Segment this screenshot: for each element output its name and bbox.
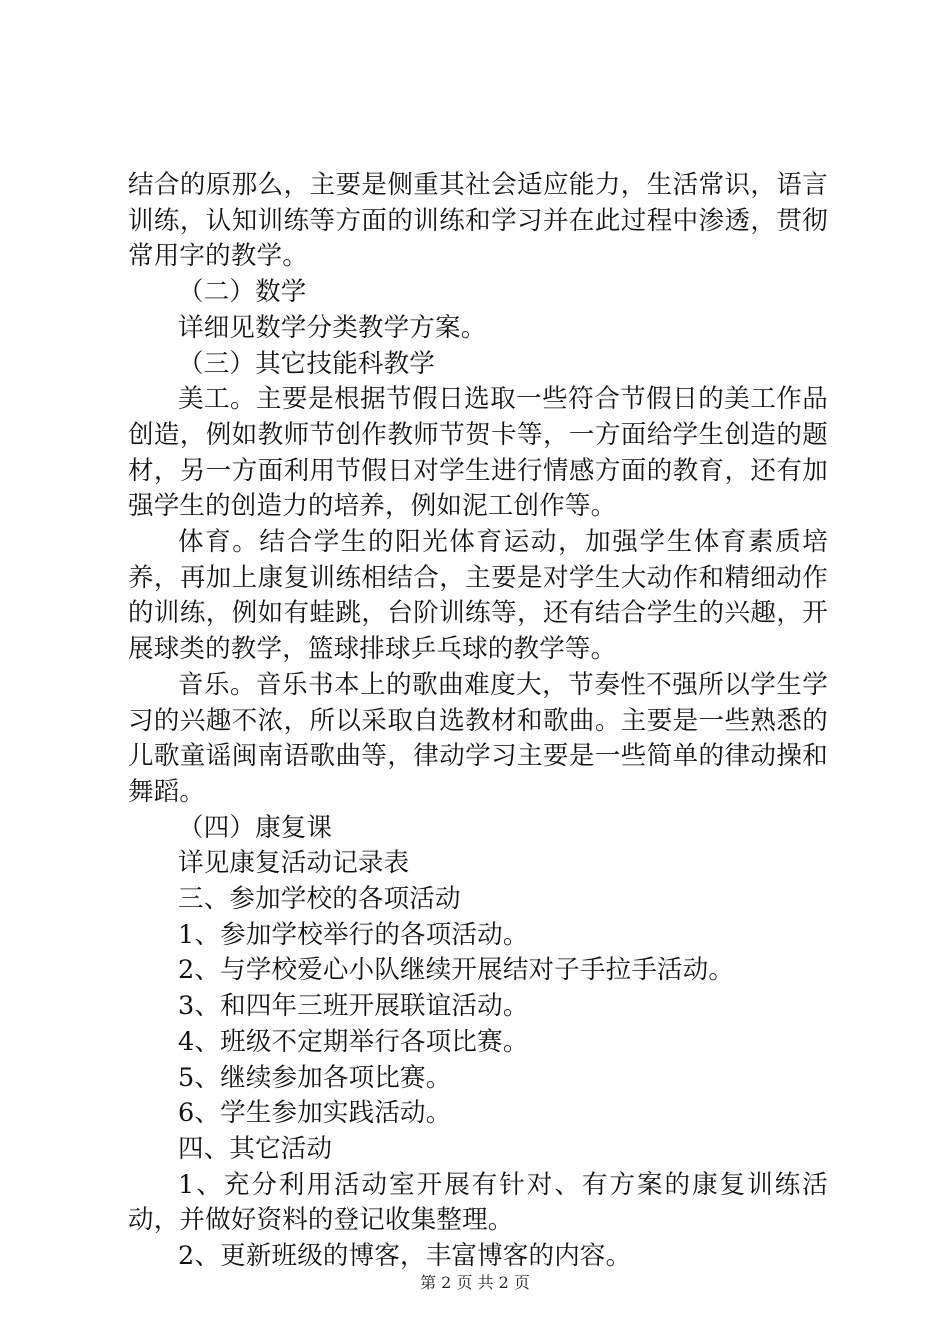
paragraph-math: 详细见数学分类教学方案。	[178, 312, 487, 343]
list-item: 5、继续参加各项比赛。	[178, 1062, 452, 1093]
heading-other-activities: 四、其它活动	[178, 1133, 333, 1164]
list-item: 4、班级不定期举行各项比赛。	[178, 1026, 529, 1057]
heading-school-activities: 三、参加学校的各项活动	[178, 884, 461, 915]
heading-math: （二）数学	[178, 277, 307, 308]
page-footer: 第 2 页 共 2 页	[420, 1273, 530, 1292]
list-item: 3、和四年三班开展联谊活动。	[178, 991, 529, 1022]
heading-rehab: （四）康复课	[178, 812, 333, 843]
paragraph-pe: 体育。结合学生的阳光体育运动，加强学生体育素质培养，再加上康复训练相结合，主要是对学生大动作和精细动作的训练，例如有蛙跳，台阶训练等，还有结合学生的兴趣，开展球类的教学，篮球排球乒乓球的教学等。	[128, 527, 828, 665]
list-item: 2、与学校爱心小队继续开展结对子手拉手活动。	[178, 955, 735, 986]
list-item: 6、学生参加实践活动。	[178, 1098, 452, 1129]
list-item: 2、更新班级的博客，丰富博客的内容。	[178, 1241, 632, 1272]
heading-other-skills: （三）其它技能科教学	[178, 348, 436, 379]
paragraph-rehab: 详见康复活动记录表	[178, 848, 410, 879]
document-body	[128, 168, 828, 1275]
paragraph-music: 音乐。音乐书本上的歌曲难度大，节奏性不强所以学生学习的兴趣不浓，所以采取自选教材和歌曲。主要是一些熟悉的儿歌童谣闽南语歌曲等，律动学习主要是一些简单的律动操和舞蹈。	[128, 669, 828, 807]
paragraph-intro-language: 结合的原那么，主要是侧重其社会适应能力，生活常识，语言训练，认知训练等方面的训练和学习并在此过程中渗透，贯彻常用字的教学。	[128, 170, 828, 272]
list-item: 1、参加学校举行的各项活动。	[178, 919, 529, 950]
list-item: 1、充分利用活动室开展有针对、有方案的康复训练活动，并做好资料的登记收集整理。	[128, 1169, 828, 1236]
paragraph-art: 美工。主要是根据节假日选取一些符合节假日的美工作品创造，例如教师节创作教师节贺卡等，一方面给学生创造的题材，另一方面利用节假日对学生进行情感方面的教育，还有加强学生的创造力的培养，例如泥工创作等。	[128, 384, 828, 522]
